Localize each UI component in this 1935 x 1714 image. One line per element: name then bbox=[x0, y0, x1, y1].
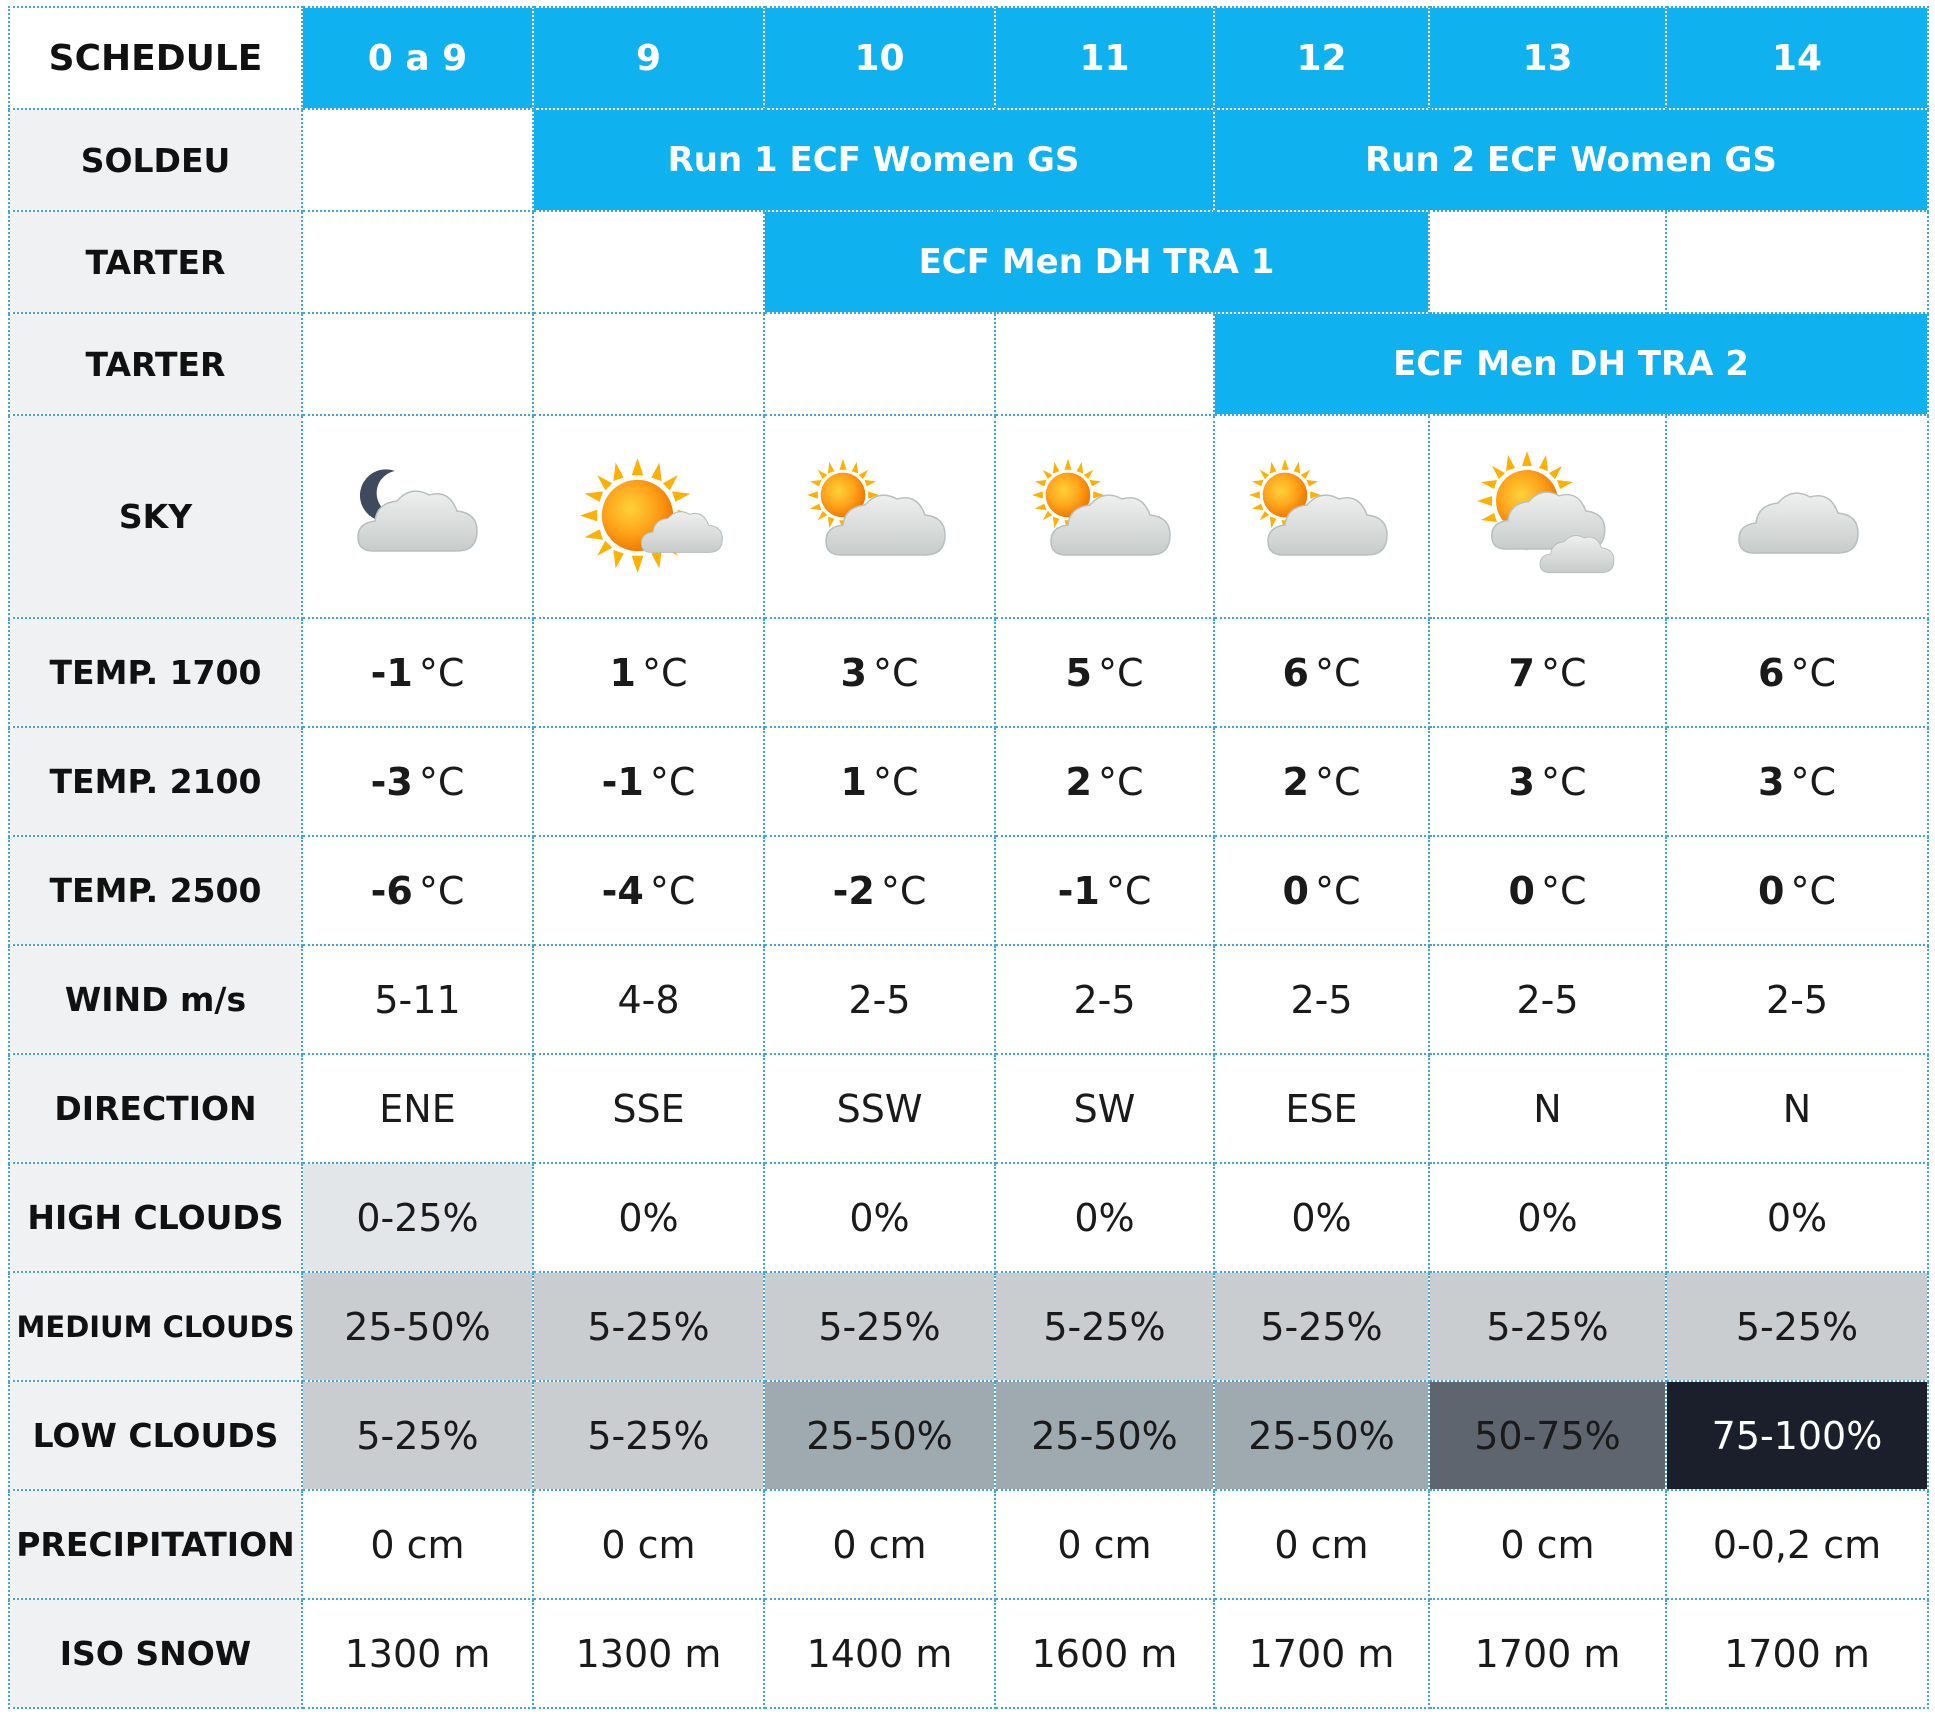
precipitation-cell: 0 cm bbox=[764, 1490, 995, 1599]
header-row bbox=[9, 7, 1928, 109]
temp-value: 7 bbox=[1508, 650, 1535, 695]
high-clouds-cell: 0% bbox=[995, 1163, 1214, 1272]
temp-value: 0 bbox=[1508, 868, 1535, 913]
temp-unit: °C bbox=[1540, 868, 1587, 913]
wind-cell: 2-5 bbox=[764, 945, 995, 1054]
column-header: 9 bbox=[533, 7, 764, 109]
schedule-row-tarter-2 bbox=[9, 313, 1928, 415]
temp-unit: °C bbox=[880, 868, 927, 913]
partly-cloudy-icon bbox=[805, 457, 955, 577]
row-label: HIGH CLOUDS bbox=[9, 1163, 302, 1272]
temp-value: 6 bbox=[1758, 650, 1785, 695]
schedule-row-soldeu bbox=[9, 109, 1928, 211]
temp-value: 2 bbox=[1282, 759, 1309, 804]
medium-clouds-cell: 5-25% bbox=[995, 1272, 1214, 1381]
temp-cell bbox=[1214, 836, 1429, 945]
temp-value: 1 bbox=[609, 650, 636, 695]
temp-cell bbox=[533, 836, 764, 945]
wind-cell: 2-5 bbox=[995, 945, 1214, 1054]
medium-clouds-cell: 5-25% bbox=[764, 1272, 995, 1381]
temp-value: 0 bbox=[1758, 868, 1785, 913]
wind-cell: 5-11 bbox=[302, 945, 533, 1054]
event-men-dh-tra-1: ECF Men DH TRA 1 bbox=[764, 211, 1429, 313]
forecast-table-wrapper bbox=[8, 6, 1927, 1706]
high-clouds-cell: 0% bbox=[764, 1163, 995, 1272]
empty-cell bbox=[533, 211, 764, 313]
medium-clouds-cell: 5-25% bbox=[1214, 1272, 1429, 1381]
temp-cell bbox=[764, 618, 995, 727]
empty-cell bbox=[764, 313, 995, 415]
column-header: 11 bbox=[995, 7, 1214, 109]
iso-snow-cell: 1300 m bbox=[533, 1599, 764, 1708]
temp-value: -1 bbox=[370, 650, 413, 695]
temp-cell bbox=[995, 836, 1214, 945]
high-clouds-cell: 0-25% bbox=[302, 1163, 533, 1272]
temp-value: 3 bbox=[840, 650, 867, 695]
row-label: WIND m/s bbox=[9, 945, 302, 1054]
temp-unit: °C bbox=[872, 759, 919, 804]
low-clouds-cell: 25-50% bbox=[1214, 1381, 1429, 1490]
temp-cell bbox=[1666, 618, 1928, 727]
precipitation-cell: 0 cm bbox=[302, 1490, 533, 1599]
temp-unit: °C bbox=[418, 759, 465, 804]
precipitation-cell: 0-0,2 cm bbox=[1666, 1490, 1928, 1599]
direction-cell: ENE bbox=[302, 1054, 533, 1163]
row-label: DIRECTION bbox=[9, 1054, 302, 1163]
temp-cell bbox=[533, 618, 764, 727]
empty-cell bbox=[533, 313, 764, 415]
column-header: 0 a 9 bbox=[302, 7, 533, 109]
temp-unit: °C bbox=[1314, 868, 1361, 913]
iso-snow-cell: 1700 m bbox=[1666, 1599, 1928, 1708]
temp-value: 1 bbox=[840, 759, 867, 804]
high-clouds-cell: 0% bbox=[1429, 1163, 1666, 1272]
precipitation-cell: 0 cm bbox=[1214, 1490, 1429, 1599]
column-header: 10 bbox=[764, 7, 995, 109]
temp-cell bbox=[764, 727, 995, 836]
precipitation-cell: 0 cm bbox=[1429, 1490, 1666, 1599]
temp-unit: °C bbox=[641, 650, 688, 695]
direction-cell: N bbox=[1429, 1054, 1666, 1163]
temp-unit: °C bbox=[1790, 759, 1836, 804]
temp-cell bbox=[1214, 618, 1429, 727]
sky-cell bbox=[533, 415, 764, 618]
medium-clouds-row bbox=[9, 1272, 1928, 1381]
temp-cell bbox=[1429, 727, 1666, 836]
temp-unit: °C bbox=[1540, 650, 1587, 695]
temp-value: -2 bbox=[832, 868, 875, 913]
row-label: LOW CLOUDS bbox=[9, 1381, 302, 1490]
sky-cell bbox=[1214, 415, 1429, 618]
temp-value: 3 bbox=[1508, 759, 1535, 804]
direction-cell: SSW bbox=[764, 1054, 995, 1163]
temp-value: -1 bbox=[1057, 868, 1100, 913]
precipitation-cell: 0 cm bbox=[533, 1490, 764, 1599]
temp-value: -1 bbox=[601, 759, 644, 804]
low-clouds-cell: 75-100% bbox=[1666, 1381, 1928, 1490]
column-header: 13 bbox=[1429, 7, 1666, 109]
sky-cell bbox=[1429, 415, 1666, 618]
temp-value: -3 bbox=[370, 759, 413, 804]
schedule-row-tarter-1 bbox=[9, 211, 1928, 313]
high-clouds-cell: 0% bbox=[1214, 1163, 1429, 1272]
high-clouds-cell: 0% bbox=[533, 1163, 764, 1272]
low-clouds-cell: 50-75% bbox=[1429, 1381, 1666, 1490]
temp-row-1700 bbox=[9, 618, 1928, 727]
temp-unit: °C bbox=[1314, 650, 1361, 695]
row-label: TARTER bbox=[9, 211, 302, 313]
sky-cell bbox=[302, 415, 533, 618]
temp-unit: °C bbox=[1314, 759, 1361, 804]
iso-snow-cell: 1600 m bbox=[995, 1599, 1214, 1708]
iso-snow-cell: 1300 m bbox=[302, 1599, 533, 1708]
temp-unit: °C bbox=[1097, 650, 1144, 695]
temp-cell bbox=[1666, 727, 1928, 836]
cloud-icon bbox=[1722, 457, 1872, 577]
event-run-1-women-gs: Run 1 ECF Women GS bbox=[533, 109, 1214, 211]
temp-unit: °C bbox=[649, 868, 696, 913]
wind-cell: 2-5 bbox=[1214, 945, 1429, 1054]
iso-snow-cell: 1700 m bbox=[1214, 1599, 1429, 1708]
temp-cell bbox=[764, 836, 995, 945]
row-label: TARTER bbox=[9, 313, 302, 415]
low-clouds-row bbox=[9, 1381, 1928, 1490]
temp-value: 2 bbox=[1065, 759, 1092, 804]
temp-value: 3 bbox=[1758, 759, 1785, 804]
empty-cell bbox=[995, 313, 1214, 415]
iso-snow-row bbox=[9, 1599, 1928, 1708]
temp-value: 6 bbox=[1282, 650, 1309, 695]
temp-unit: °C bbox=[1097, 759, 1144, 804]
temp-unit: °C bbox=[1540, 759, 1587, 804]
direction-cell: SSE bbox=[533, 1054, 764, 1163]
temp-value: 0 bbox=[1282, 868, 1309, 913]
medium-clouds-cell: 5-25% bbox=[1666, 1272, 1928, 1381]
direction-cell: ESE bbox=[1214, 1054, 1429, 1163]
temp-unit: °C bbox=[649, 759, 696, 804]
row-label: TEMP. 1700 bbox=[9, 618, 302, 727]
iso-snow-cell: 1700 m bbox=[1429, 1599, 1666, 1708]
high-clouds-cell: 0% bbox=[1666, 1163, 1928, 1272]
partly-cloudy-icon bbox=[1030, 457, 1180, 577]
temp-cell bbox=[302, 727, 533, 836]
row-label: TEMP. 2100 bbox=[9, 727, 302, 836]
temp-unit: °C bbox=[872, 650, 919, 695]
temp-row-2100 bbox=[9, 727, 1928, 836]
temp-cell bbox=[1214, 727, 1429, 836]
temp-unit: °C bbox=[1105, 868, 1152, 913]
sky-cell bbox=[764, 415, 995, 618]
partly-cloudy-icon bbox=[1247, 457, 1397, 577]
direction-row bbox=[9, 1054, 1928, 1163]
column-header: 12 bbox=[1214, 7, 1429, 109]
empty-cell bbox=[302, 109, 533, 211]
high-clouds-row bbox=[9, 1163, 1928, 1272]
sky-row bbox=[9, 415, 1928, 618]
low-clouds-cell: 5-25% bbox=[533, 1381, 764, 1490]
event-men-dh-tra-2: ECF Men DH TRA 2 bbox=[1214, 313, 1928, 415]
temp-unit: °C bbox=[418, 650, 465, 695]
temp-cell bbox=[1429, 836, 1666, 945]
empty-cell bbox=[302, 313, 533, 415]
column-header: 14 bbox=[1666, 7, 1928, 109]
sky-cell bbox=[995, 415, 1214, 618]
temp-unit: °C bbox=[418, 868, 465, 913]
precipitation-cell: 0 cm bbox=[995, 1490, 1214, 1599]
row-label: SOLDEU bbox=[9, 109, 302, 211]
wind-cell: 2-5 bbox=[1666, 945, 1928, 1054]
temp-cell bbox=[995, 618, 1214, 727]
sun-cloud-icon bbox=[574, 452, 724, 582]
low-clouds-cell: 5-25% bbox=[302, 1381, 533, 1490]
direction-cell: N bbox=[1666, 1054, 1928, 1163]
temp-cell bbox=[995, 727, 1214, 836]
row-label: MEDIUM CLOUDS bbox=[9, 1272, 302, 1381]
row-label: SKY bbox=[9, 415, 302, 618]
temp-cell bbox=[533, 727, 764, 836]
temp-cell bbox=[302, 836, 533, 945]
low-clouds-cell: 25-50% bbox=[995, 1381, 1214, 1490]
wind-cell: 2-5 bbox=[1429, 945, 1666, 1054]
moon-cloud-icon bbox=[343, 457, 493, 577]
temp-value: -4 bbox=[601, 868, 644, 913]
header-label: SCHEDULE bbox=[9, 7, 302, 109]
forecast-table bbox=[8, 6, 1929, 1709]
sun-clouds-icon bbox=[1473, 447, 1623, 587]
temp-cell bbox=[1429, 618, 1666, 727]
wind-cell: 4-8 bbox=[533, 945, 764, 1054]
empty-cell bbox=[1429, 211, 1666, 313]
temp-value: -6 bbox=[370, 868, 413, 913]
empty-cell bbox=[302, 211, 533, 313]
medium-clouds-cell: 5-25% bbox=[533, 1272, 764, 1381]
sky-cell bbox=[1666, 415, 1928, 618]
temp-value: 5 bbox=[1065, 650, 1092, 695]
row-label: PRECIPITATION bbox=[9, 1490, 302, 1599]
row-label: TEMP. 2500 bbox=[9, 836, 302, 945]
temp-row-2500 bbox=[9, 836, 1928, 945]
direction-cell: SW bbox=[995, 1054, 1214, 1163]
temp-unit: °C bbox=[1790, 868, 1836, 913]
medium-clouds-cell: 25-50% bbox=[302, 1272, 533, 1381]
medium-clouds-cell: 5-25% bbox=[1429, 1272, 1666, 1381]
low-clouds-cell: 25-50% bbox=[764, 1381, 995, 1490]
temp-cell bbox=[302, 618, 533, 727]
iso-snow-cell: 1400 m bbox=[764, 1599, 995, 1708]
temp-cell bbox=[1666, 836, 1928, 945]
wind-row bbox=[9, 945, 1928, 1054]
temp-unit: °C bbox=[1790, 650, 1836, 695]
precipitation-row bbox=[9, 1490, 1928, 1599]
row-label: ISO SNOW bbox=[9, 1599, 302, 1708]
empty-cell bbox=[1666, 211, 1928, 313]
event-run-2-women-gs: Run 2 ECF Women GS bbox=[1214, 109, 1928, 211]
